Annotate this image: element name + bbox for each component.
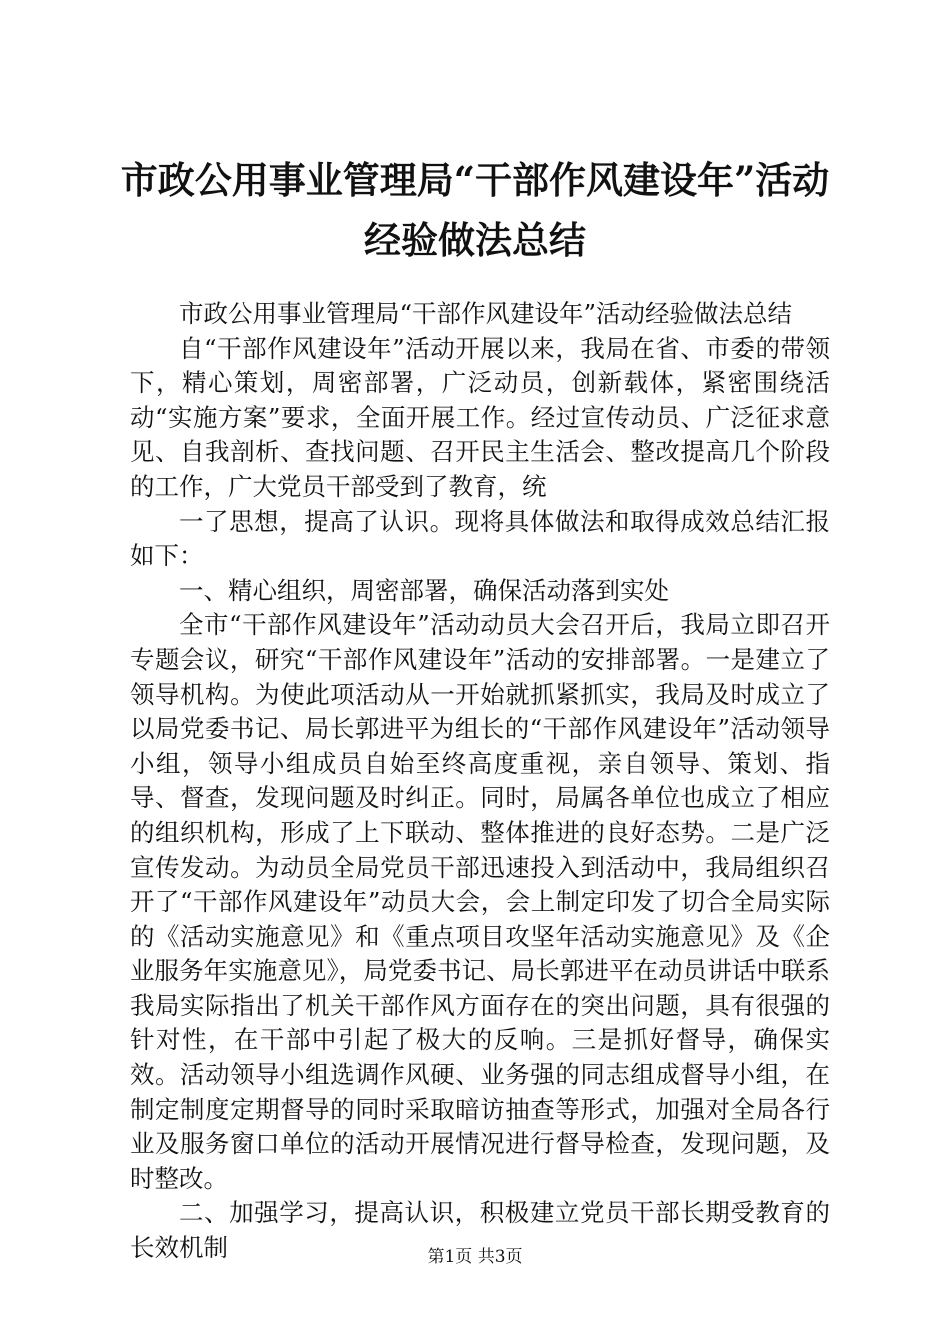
section-heading-1: 一、精心组织，周密部署，确保活动落到实处 [179, 575, 669, 605]
document-title-line1: 市政公用事业管理局“干部作风建设年”活动 [120, 158, 830, 202]
document-title-line2: 经验做法总结 [364, 218, 586, 262]
section-heading-2: 二、加强学习，提高认识，积极建立党员干部长期受教育的长效机制 [130, 1198, 830, 1263]
paragraph-intro-continued: 一了思想，提高了认识。现将具体做法和取得成效总结汇报如下： [130, 506, 830, 571]
paragraph-intro: 自“干部作风建设年”活动开展以来，我局在省、市委的带领下，精心策划，周密部署，广泛动员，创新载体，紧密围绕活动“实施方案”要求，全面开展工作。经过宣传动员、广泛征求意见、自我剖析、查找问题、召开民主生活会、整改提高几个阶段的工作，广大党员干部受到了教育，统 [130, 333, 830, 501]
page-number-footer: 第1页 共3页 [427, 1247, 523, 1267]
paragraph-restated-title: 市政公用事业管理局“干部作风建设年”活动经验做法总结 [179, 299, 793, 328]
document-body [130, 297, 830, 1266]
paragraph-section-1: 全市“干部作风建设年”活动动员大会召开后，我局立即召开专题会议，研究“干部作风建设年”活动的安排部署。一是建立了领导机构。为使此项活动从一开始就抓紧抓实，我局及时成立了以局党委书记、局长郭进平为组长的“干部作风建设年”活动领导小组，领导小组成员自始至终高度重视，亲自领导、策划、指导、督查，发现问题及时纠正。同时，局属各单位也成立了相应的组织机构，形成了上下联动、整体推进的良好态势。二是广泛宣传发动。为动员全局党员干部迅速投入到活动中，我局组织召开了“干部作风建设年”动员大会，会上制定印发了切合全局实际的《活动实施意见》和《重点项目攻坚年活动实施意见》及《企业服务年实施意见》，局党委书记、局长郭进平在动员讲话中联系我局实际指出了机关干部作风方面存在的突出问题，具有很强的针对性，在干部中引起了极大的反响。三是抓好督导，确保实效。活动领导小组选调作风硬、业务强的同志组成督导小组，在制定制度定期督导的同时采取暗访抽查等形式，加强对全局各行业及服务窗口单位的活动开展情况进行督导检查，发现问题，及时整改。 [130, 610, 830, 1193]
